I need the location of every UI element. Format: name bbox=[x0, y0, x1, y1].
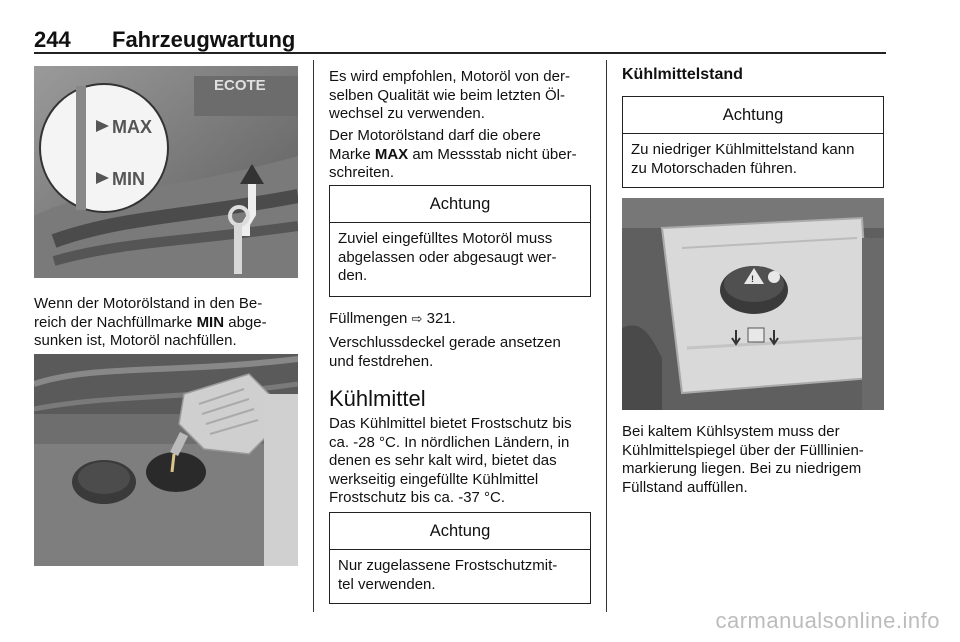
min-mark-bold: MIN bbox=[196, 313, 225, 331]
text-line: selben Qualität wie beim letzten Öl- bbox=[329, 86, 565, 104]
text-line: tel verwenden. bbox=[338, 575, 436, 593]
coolant-tank-svg bbox=[622, 198, 884, 410]
text-line: Füllmengen bbox=[329, 310, 412, 327]
text-line: reich der Nachfüllmarke bbox=[34, 313, 197, 331]
text-line: den. bbox=[338, 267, 368, 284]
coolant-level-paragraph bbox=[622, 423, 897, 497]
fill-quantities-reference bbox=[329, 310, 599, 329]
dipstick-svg bbox=[34, 66, 298, 278]
text-line: Kühlmittelspiegel über der Fülllinien- bbox=[622, 441, 864, 459]
oil-quality-paragraph bbox=[329, 68, 599, 124]
notice-title: Achtung bbox=[330, 513, 590, 550]
text-line: wechsel zu verwenden. bbox=[329, 105, 485, 122]
coolant-tank-illustration bbox=[622, 198, 884, 410]
section-heading-coolant-level: Kühlmittelstand bbox=[622, 66, 743, 83]
notice-body bbox=[623, 134, 883, 185]
text-line: denen es sehr kalt wird, bietet das bbox=[329, 452, 557, 469]
text-line: Verschlussdeckel gerade ansetzen bbox=[329, 334, 561, 351]
text-line: sunken ist, Motoröl nachfüllen. bbox=[34, 332, 237, 349]
notice-box-oil bbox=[329, 185, 591, 297]
text-line: werkseitig eingefüllte Kühlmittel bbox=[329, 470, 539, 488]
page-reference[interactable]: 321. bbox=[422, 310, 456, 327]
section-heading-coolant: Kühlmittel bbox=[329, 386, 426, 411]
min-label: MIN bbox=[112, 169, 145, 189]
notice-title: Achtung bbox=[330, 186, 590, 223]
text-line: schreiten. bbox=[329, 164, 395, 181]
cap-paragraph bbox=[329, 334, 599, 371]
svg-text:!: ! bbox=[751, 274, 754, 284]
max-mark-bold: MAX bbox=[374, 145, 409, 163]
text-line: Wenn der Motorölstand in den Be- bbox=[34, 295, 263, 312]
text-line: Der Motorölstand darf die obere bbox=[329, 127, 541, 144]
notice-body bbox=[330, 223, 590, 293]
text-line: Marke bbox=[329, 145, 375, 163]
watermark: carmanualsonline.info bbox=[715, 608, 940, 633]
text-line: ca. -28 °C. In nördlichen Ländern, in bbox=[329, 433, 570, 451]
oil-pouring-svg bbox=[34, 354, 298, 566]
text-line: Frostschutz bis ca. -37 °C. bbox=[329, 489, 506, 506]
text-line: am Messstab nicht über- bbox=[408, 145, 577, 163]
text-line: Zuviel eingefülltes Motoröl muss bbox=[338, 230, 553, 247]
oil-max-paragraph bbox=[329, 127, 599, 183]
notice-box-coolant-level bbox=[622, 96, 884, 188]
page-reference-arrow-icon: ⇨ bbox=[411, 311, 423, 326]
oil-pouring-illustration bbox=[34, 354, 298, 566]
text-line: Bei kaltem Kühlsystem muss der bbox=[622, 423, 840, 440]
dipstick-illustration bbox=[34, 66, 298, 278]
text-line: zu Motorschaden führen. bbox=[631, 159, 797, 177]
column-divider-2 bbox=[606, 60, 607, 612]
page-number: 244 bbox=[34, 27, 71, 52]
text-line: und festdrehen. bbox=[329, 352, 434, 370]
column-divider-1 bbox=[313, 60, 314, 612]
notice-box-antifreeze bbox=[329, 512, 591, 604]
text-line: Es wird empfohlen, Motoröl von der- bbox=[329, 68, 570, 85]
text-line: markierung liegen. Bei zu niedrigem bbox=[622, 460, 862, 477]
page-title: Fahrzeugwartung bbox=[112, 27, 296, 52]
text-line: abge- bbox=[224, 313, 267, 331]
text-line: Nur zugelassene Frostschutzmit- bbox=[338, 557, 558, 574]
max-label: MAX bbox=[112, 117, 152, 137]
engine-cover-text: ECOTE bbox=[214, 77, 266, 94]
text-line: Zu niedriger Kühlmittelstand kann bbox=[631, 141, 855, 158]
oil-refill-paragraph bbox=[34, 295, 304, 351]
coolant-paragraph bbox=[329, 415, 604, 508]
notice-body bbox=[330, 550, 590, 601]
header-rule bbox=[34, 52, 886, 54]
text-line: Füllstand auffüllen. bbox=[622, 478, 748, 496]
notice-title: Achtung bbox=[623, 97, 883, 134]
text-line: abgelassen oder abgesaugt wer- bbox=[338, 248, 557, 266]
text-line: Das Kühlmittel bietet Frostschutz bis bbox=[329, 415, 572, 432]
